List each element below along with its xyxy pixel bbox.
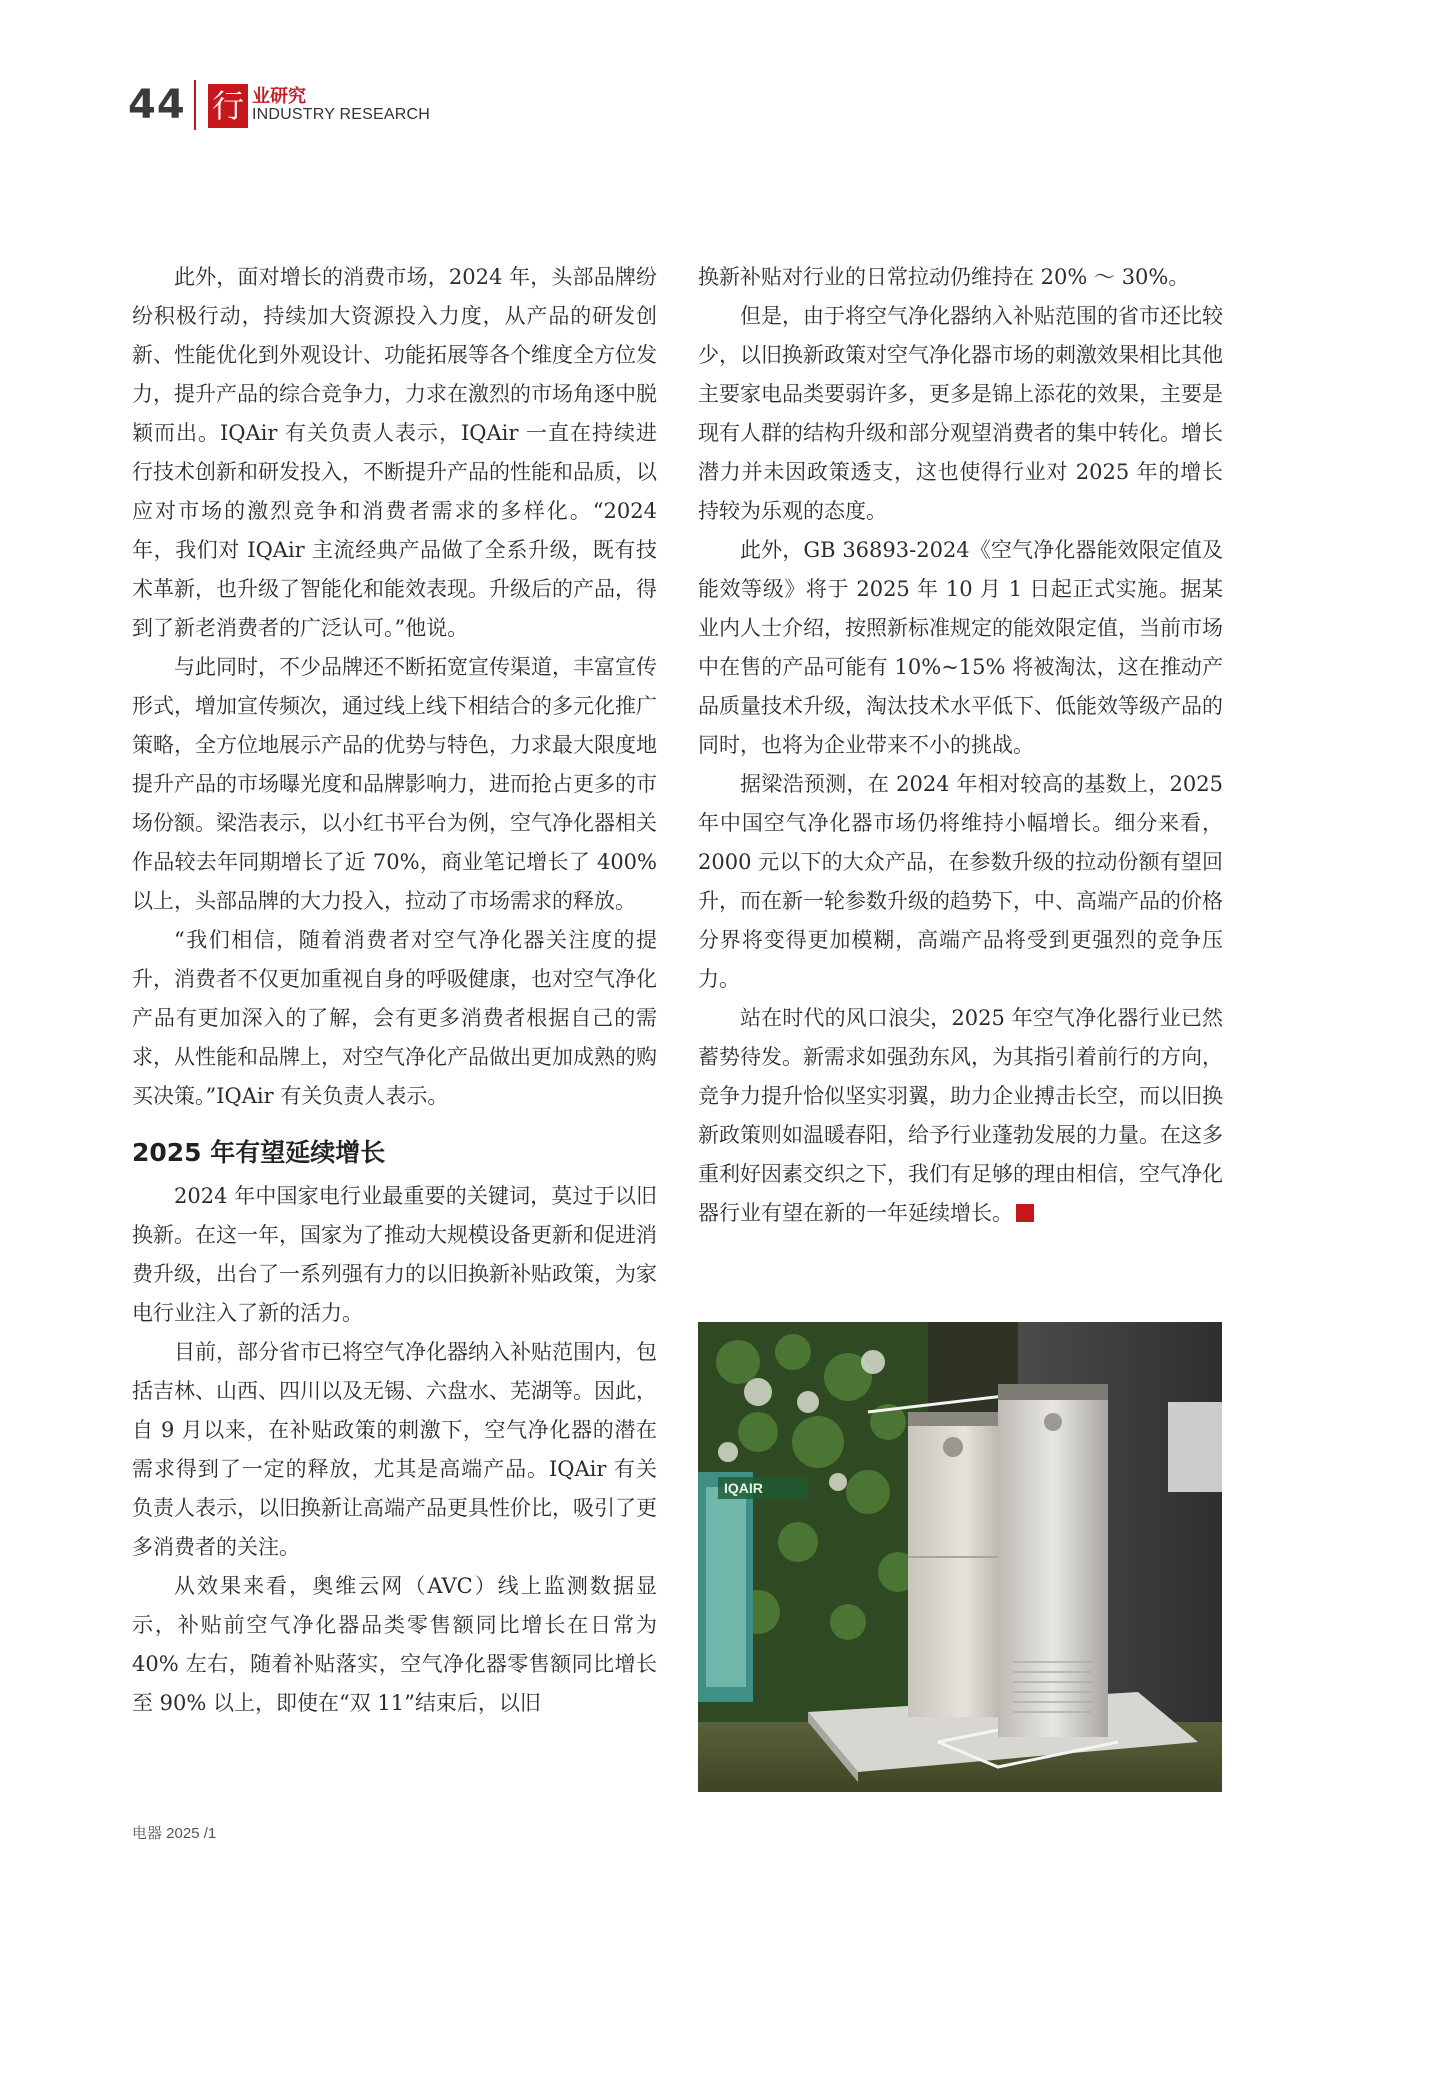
paragraph: 与此同时，不少品牌还不断拓宽宣传渠道，丰富宣传形式，增加宣传频次，通过线上线下相结合的多元化推广策略，全方位地展示产品的优势与特色，力求最大限度地提升产品的市场曝光度和品牌影响力，进而抢占更多的市场份额。梁浩表示，以小红书平台为例，空气净化器相关作品较去年同期增长了近 70%，商业笔记增长了 400% 以上，头部品牌的大力投入，拉动了市场需求的释放。 [132,655,657,913]
paragraph: 但是，由于将空气净化器纳入补贴范围的省市还比较少，以旧换新政策对空气净化器市场的刺激效果相比其他主要家电品类要弱许多，更多是锦上添花的效果，主要是现有人群的结构升级和部分观望消费者的集中转化。增长潜力并未因政策透支，这也使得行业对 2025 年的增长持较为乐观的态度。 [698,304,1223,523]
section-title-en: INDUSTRY RESEARCH [252,106,430,123]
paragraph: 目前，部分省市已将空气净化器纳入补贴范围内，包括吉林、山西、四川以及无锡、六盘水、芜湖等。因此，自 9 月以来，在补贴政策的刺激下，空气净化器的潜在需求得到了一定的释放，尤其是高端产品。IQAir 有关负责人表示，以旧换新让高端产品更具性价比，吸引了更多消费者的关注。 [132,1340,657,1559]
right-column [698,258,1223,1233]
paragraph: 2024 年中国家电行业最重要的关键词，莫过于以旧换新。在这一年，国家为了推动大规模设备更新和促进消费升级，出台了一系列强有力的以旧换新补贴政策，为家电行业注入了新的活力。 [132,1184,657,1325]
paragraph: 换新补贴对行业的日常拉动仍维持在 20% ～ 30%。 [698,265,1190,289]
paragraph [698,999,1223,1233]
paragraph: “我们相信，随着消费者对空气净化器关注度的提升，消费者不仅更加重视自身的呼吸健康，也对空气净化产品有更加深入的了解，会有更多消费者根据自己的需求，从性能和品牌上，对空气净化产品做出更加成熟的购买决策。”IQAir 有关负责人表示。 [132,928,657,1108]
section-title-cn: 业研究 [252,86,306,107]
paragraph-text: 站在时代的风口浪尖，2025 年空气净化器行业已然蓄势待发。新需求如强劲东风，为其指引着前行的方向，竞争力提升恰似坚实羽翼，助力企业搏击长空，而以旧换新政策则如温暖春阳，给予行业蓬勃发展的力量。在这多重利好因素交织之下，我们有足够的理由相信，空气净化器行业有望在新的一年延续增长。 [698,1006,1223,1225]
section-heading: 2025 年有望延续增长 [132,1138,386,1167]
air-purifier-showroom-image [698,1322,1222,1792]
logo-char: 行 [211,87,244,125]
paragraph: 此外，面对增长的消费市场，2024 年，头部品牌纷纷积极行动，持续加大资源投入力度，从产品的研发创新、性能优化到外观设计、功能拓展等各个维度全方位发力，提升产品的综合竞争力，力求在激烈的市场角逐中脱颖而出。IQAir 有关负责人表示，IQAir 一直在持续进行技术创新和研发投入，不断提升产品的性能和品质，以应对市场的激烈竞争和消费者需求的多样化。“2024 年，我们对 IQAir 主流经典产品做了全系升级，既有技术革新，也升级了智能化和能效表现。升级后的产品，得到了新老消费者的广泛认可。”他说。 [132,265,657,640]
page-number: 44 [128,82,186,128]
product-photo [698,1322,1222,1792]
paragraph: 此外，GB 36893-2024《空气净化器能效限定值及能效等级》将于 2025 年 10 月 1 日起正式实施。据某业内人士介绍，按照新标准规定的能效限定值，当前市场中在售的产品可能有 10%~15% 将被淘汰，这在推动产品质量技术升级，淘汰技术水平低下、低能效等级产品的同时，也将为企业带来不小的挑战。 [698,538,1223,757]
left-column [132,258,657,1723]
paragraph: 从效果来看，奥维云网（AVC）线上监测数据显示，补贴前空气净化器品类零售额同比增长在日常为 40% 左右，随着补贴落实，空气净化器零售额同比增长至 90% 以上，即使在“双 11”结束后，以旧 [132,1574,657,1715]
page-footer: 电器 2025 /1 [132,1825,217,1842]
column-logo-icon [208,84,248,128]
paragraph: 据梁浩预测，在 2024 年相对较高的基数上，2025 年中国空气净化器市场仍将维持小幅增长。细分来看，2000 元以下的大众产品，在参数升级的拉动份额有望回升，而在新一轮参数升级的趋势下，中、高端产品的价格分界将变得更加模糊，高端产品将受到更强烈的竞争压力。 [698,772,1223,991]
brand-sign: IQAIR [724,1480,763,1496]
end-mark-icon [1016,1204,1034,1222]
header-divider [194,80,196,130]
